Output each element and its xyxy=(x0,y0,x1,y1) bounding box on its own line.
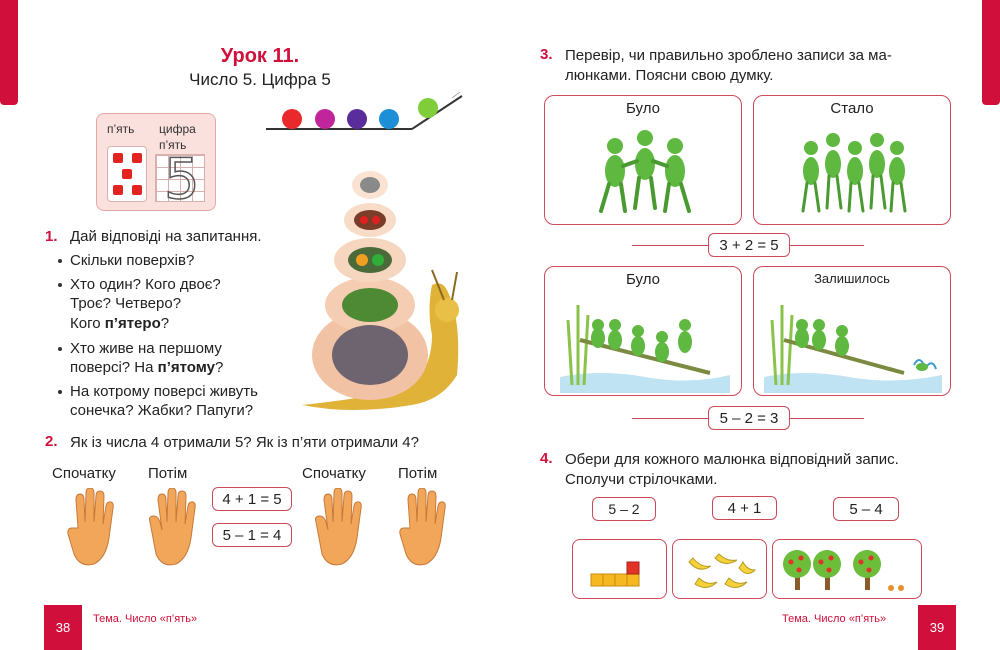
task1-bullet-2-line2: Троє? Четверо? xyxy=(70,295,182,312)
picture-box-trees[interactable] xyxy=(772,539,922,599)
picture-frame-after-2 xyxy=(753,266,951,396)
gift-icon xyxy=(132,153,142,163)
task1-bullet-4-line2: сонечка? Жабки? Папуги? xyxy=(70,402,254,419)
task1-bullet-1: Скільки поверхів? xyxy=(70,252,195,269)
bold-word-fifth-floor: п’ятому xyxy=(157,359,215,376)
hand-five-fingers-icon xyxy=(314,488,364,570)
digit-writing-box xyxy=(155,147,205,212)
equation-box: 5 – 2 = 3 xyxy=(708,406,790,430)
card-digit-label-2: п’ять xyxy=(159,138,187,152)
task1-text: Дай відповіді на запитання. xyxy=(70,228,262,245)
lesson-title: Урок 11. xyxy=(220,45,300,67)
picture-box-cubes[interactable] xyxy=(572,539,667,599)
task3-text-line1: Перевір, чи правильно зроблено записи за ма- xyxy=(565,47,892,64)
hand-five-fingers-icon xyxy=(148,488,198,570)
lesson-subtitle: Число 5. Цифра 5 xyxy=(189,70,331,89)
footer-topic-right: Тема. Число «п’ять» xyxy=(782,613,887,625)
label-first-2: Спочатку xyxy=(302,465,366,482)
task2-number: 2. xyxy=(45,433,58,450)
text-fragment: ? xyxy=(214,359,224,376)
frogs-illustration xyxy=(799,126,909,221)
snail-house-illustration xyxy=(292,160,467,420)
task1-bullet-3-line2 xyxy=(70,358,223,378)
label-then-2: Потім xyxy=(398,465,438,482)
frogs-on-reed-illustration xyxy=(560,295,730,393)
divider-line xyxy=(790,418,864,419)
apple-trees-illustration xyxy=(781,544,917,596)
bullet-dot xyxy=(58,259,62,263)
equation-box: 5 – 1 = 4 xyxy=(212,523,292,547)
divider-line xyxy=(632,418,708,419)
card-digit-label-1: цифра xyxy=(159,122,196,136)
hand-four-fingers-icon xyxy=(66,488,116,570)
option-box[interactable]: 4 + 1 xyxy=(712,496,777,520)
gift-icon xyxy=(132,185,142,195)
gift-dots-box xyxy=(107,146,147,202)
left-edge-tab xyxy=(0,0,18,105)
label-then-1: Потім xyxy=(148,465,188,482)
task3-number: 3. xyxy=(540,46,553,63)
option-box[interactable]: 5 – 2 xyxy=(592,497,656,521)
gift-icon xyxy=(113,185,123,195)
frogs-on-reed-illustration xyxy=(764,295,942,393)
digit-five: 5 xyxy=(164,147,200,212)
task1-bullet-2-line3 xyxy=(70,314,169,334)
frame-label: Було xyxy=(626,100,660,117)
divider-line xyxy=(790,245,864,246)
task2-text: Як із числа 4 отримали 5? Як із п’яти отримали 4? xyxy=(70,434,419,451)
gift-icon xyxy=(113,153,123,163)
equation-box: 4 + 1 = 5 xyxy=(212,487,292,511)
task1-bullet-4: На котрому поверсі живуть xyxy=(70,383,258,400)
task4-text-line2: Сполучи стрілочками. xyxy=(565,471,718,488)
task1-bullet-2: Хто один? Кого двоє? xyxy=(70,276,221,293)
frogs-illustration xyxy=(595,126,695,221)
task1-number: 1. xyxy=(45,228,58,245)
text-fragment: Кого xyxy=(70,315,105,332)
hand-four-fingers-icon xyxy=(398,488,448,570)
task1-bullet-3: Хто живе на першому xyxy=(70,340,222,357)
page-number-right: 39 xyxy=(918,605,956,650)
picture-frame-before-2 xyxy=(544,266,742,396)
bullet-dot xyxy=(58,347,62,351)
text-fragment: ? xyxy=(160,315,170,332)
picture-frame-after-1 xyxy=(753,95,951,225)
right-edge-tab xyxy=(982,0,1000,105)
gift-icon xyxy=(122,169,132,179)
equation-box: 3 + 2 = 5 xyxy=(708,233,790,257)
bullet-dot xyxy=(58,390,62,394)
footer-topic-left: Тема. Число «п’ять» xyxy=(93,613,198,625)
text-fragment: поверсі? На xyxy=(70,359,158,376)
bananas-illustration xyxy=(685,548,757,594)
divider-line xyxy=(632,245,708,246)
frame-label: Стало xyxy=(830,100,874,117)
frame-label: Було xyxy=(626,271,660,288)
page-number-left: 38 xyxy=(44,605,82,650)
task3-text-line2: люнками. Поясни свою думку. xyxy=(565,67,774,84)
card-word-label: п’ять xyxy=(107,122,135,136)
bullet-dot xyxy=(58,283,62,287)
task4-number: 4. xyxy=(540,450,553,467)
number-card xyxy=(96,113,216,211)
bold-word-fifth: п’ятеро xyxy=(104,315,161,332)
picture-frame-before-1 xyxy=(544,95,742,225)
cubes-illustration xyxy=(589,560,649,590)
label-first-1: Спочатку xyxy=(52,465,116,482)
option-box[interactable]: 5 – 4 xyxy=(833,497,899,521)
picture-box-bananas[interactable] xyxy=(672,539,767,599)
frame-label: Залишилось xyxy=(814,271,890,286)
balls-illustration xyxy=(262,92,472,132)
task4-text-line1: Обери для кожного малюнка відповідний запис. xyxy=(565,451,899,468)
